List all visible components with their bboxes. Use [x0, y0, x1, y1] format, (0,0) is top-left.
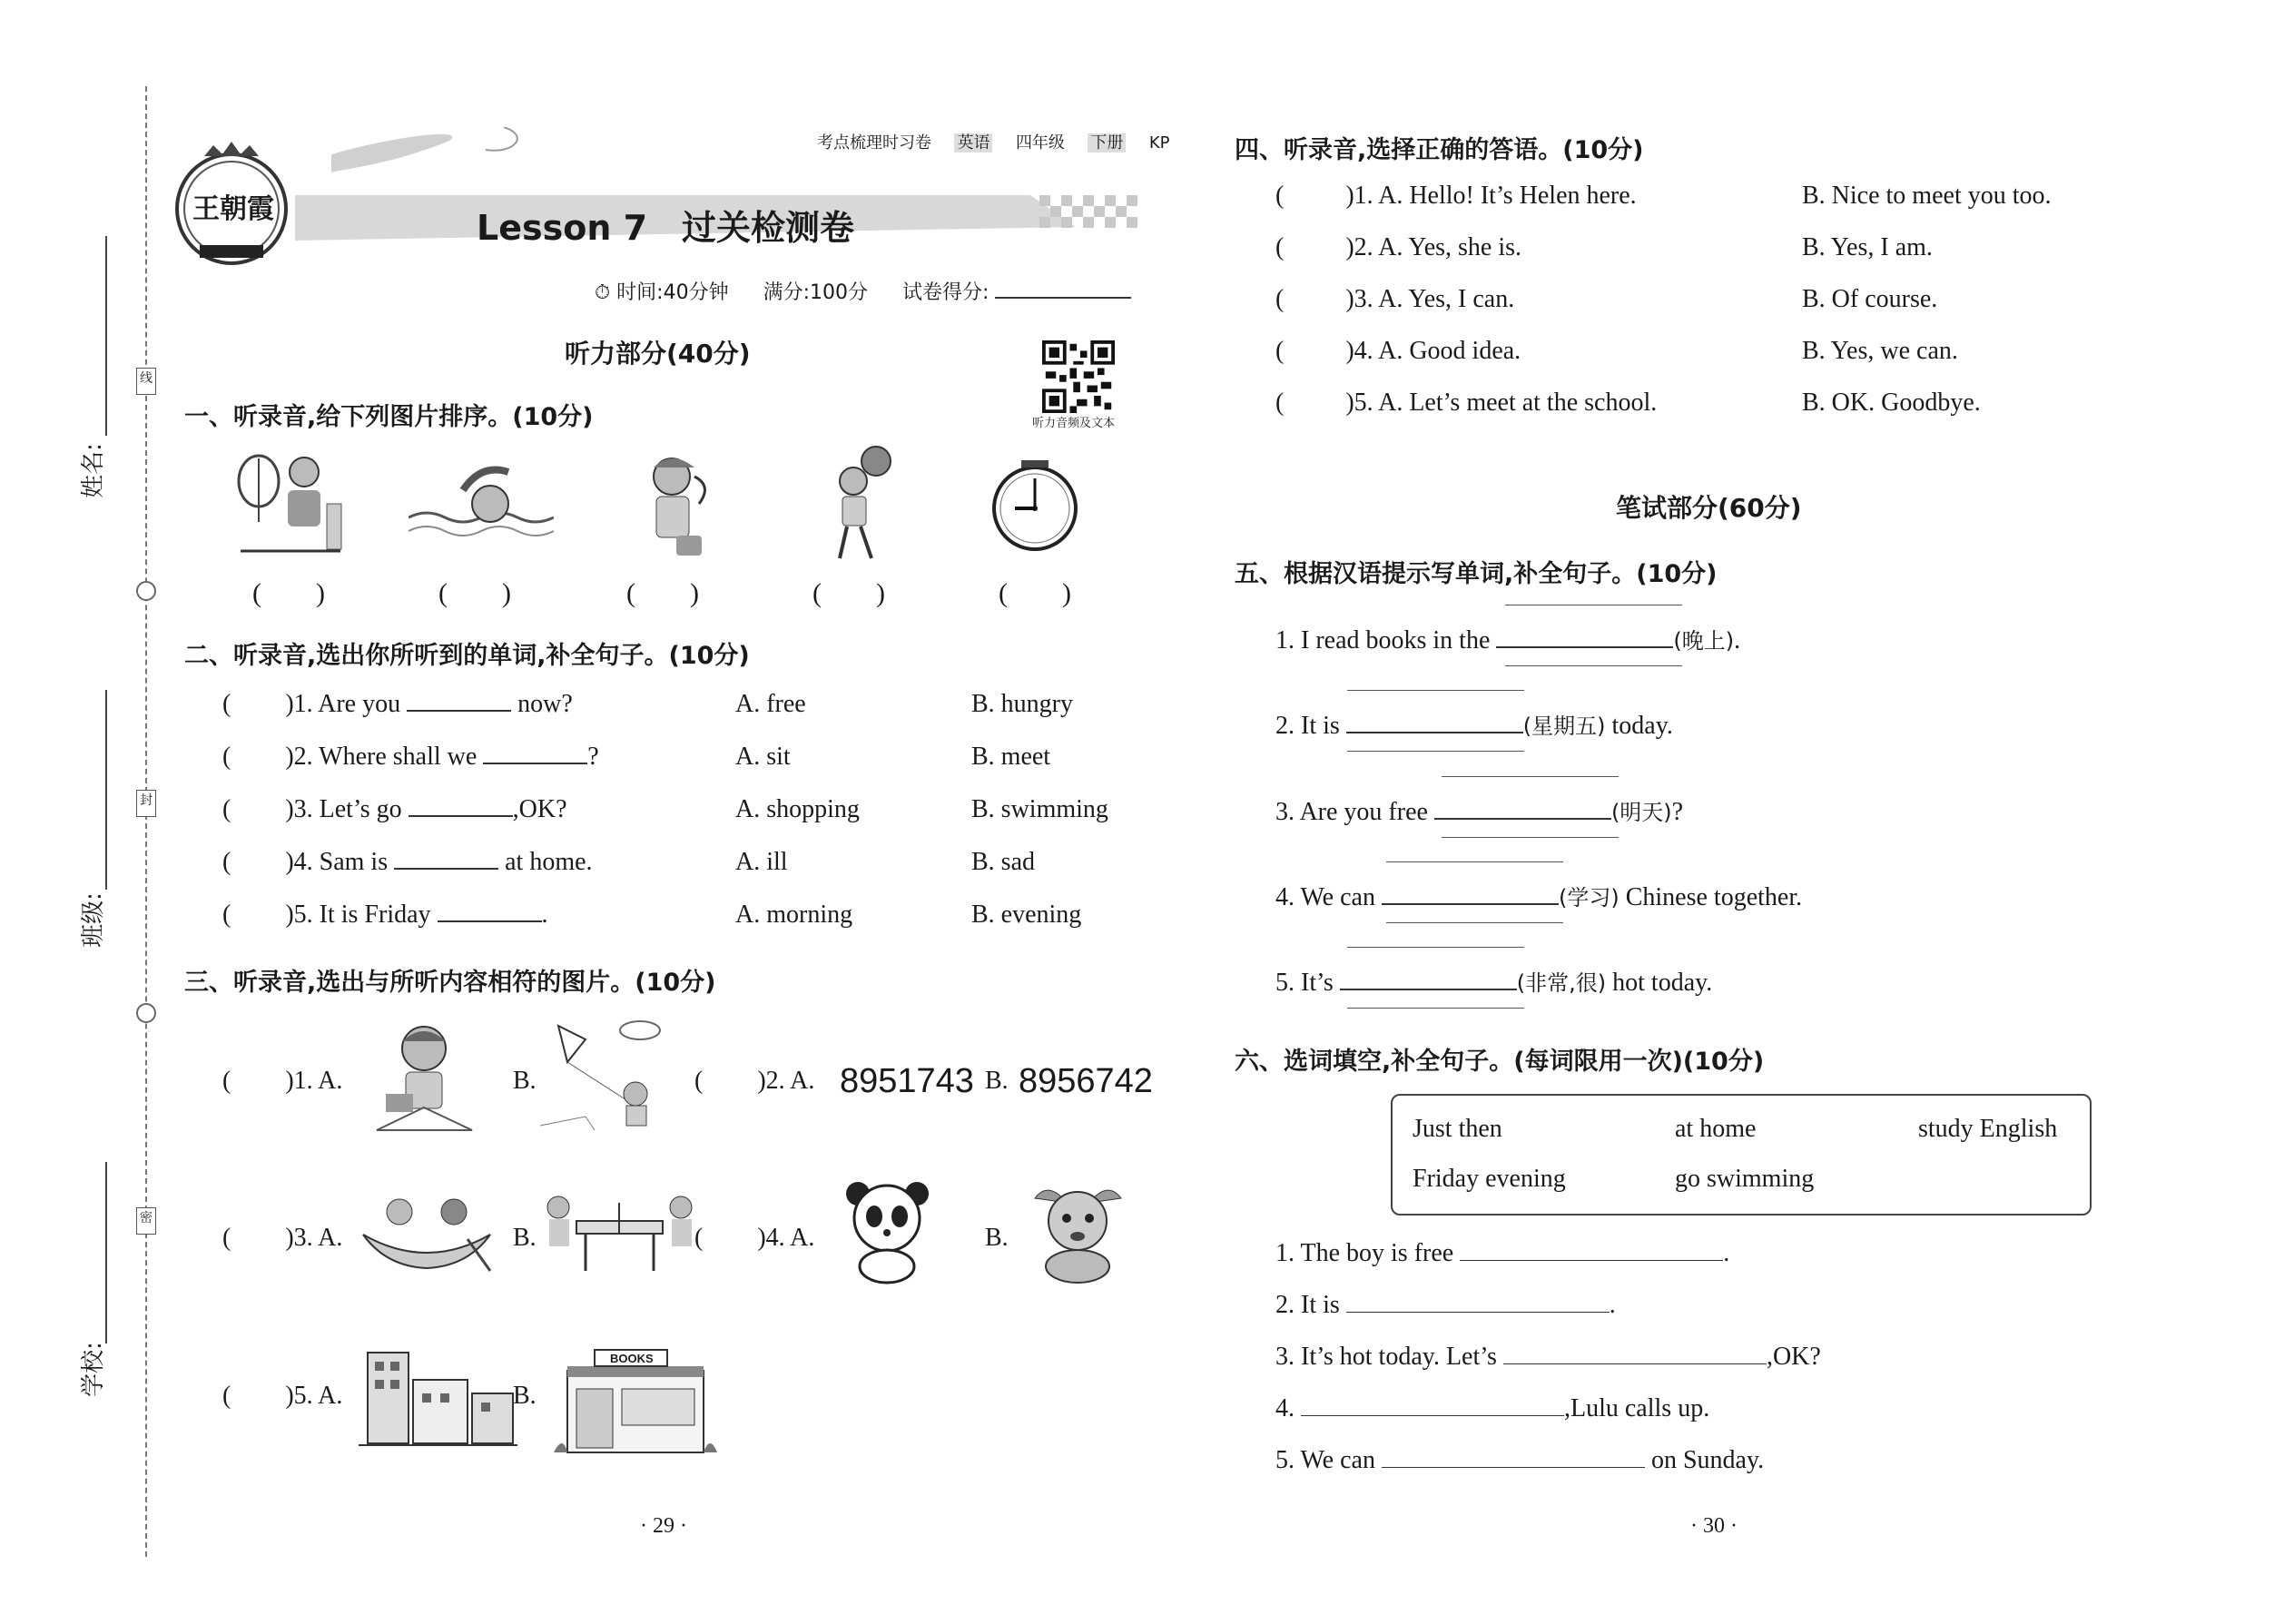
class-label: 班级: [79, 892, 107, 948]
s1-answer-4[interactable]: ( ) [812, 578, 885, 608]
s3-q2-number-b[interactable]: 8956742 [1019, 1062, 1153, 1100]
s3-q1-picture-b[interactable] [540, 1017, 667, 1139]
s6-question-5: 5. We can on Sunday. [1275, 1446, 1765, 1474]
section1-title: 一、听录音,给下列图片排序。(10分) [184, 403, 594, 431]
s5-question-4: 4. We can (学习) Chinese together. [1275, 883, 1803, 911]
s6-question-4: 4. ,Lulu calls up. [1275, 1394, 1710, 1422]
s4-question-1: ( )1. A. Hello! It’s Helen here. [1275, 182, 1637, 210]
word-bank-item: Friday evening [1413, 1165, 1566, 1193]
volume-label: 下册 [1088, 133, 1126, 153]
clock-icon: ⏱ [595, 281, 611, 304]
s6-question-1: 1. The boy is free . [1275, 1239, 1730, 1267]
writing-heading: 笔试部分(60分) [1616, 493, 1802, 523]
s6-question-3: 3. It’s hot today. Let’s ,OK? [1275, 1343, 1821, 1371]
name-answer-line [105, 236, 107, 436]
s5-question-2: 2. It is (星期五) today. [1275, 712, 1673, 740]
binding-hole-icon [136, 581, 156, 601]
s2-blank-3[interactable] [409, 795, 513, 817]
s5-guide-line-5b [1347, 1008, 1524, 1009]
word-bank-item: go swimming [1675, 1165, 1815, 1193]
s2-blank-1[interactable] [407, 690, 511, 712]
binding-dashed-line [145, 86, 147, 1557]
word-bank-item: at home [1675, 1115, 1757, 1143]
exam-info [595, 277, 1131, 305]
s1-answer-5[interactable]: ( ) [999, 578, 1071, 608]
grade-label: 四年级 [1015, 133, 1065, 153]
s5-blank-5[interactable] [1340, 969, 1517, 990]
s4-question-3: ( )3. A. Yes, I can. [1275, 285, 1515, 313]
time-label: 时间:40分钟 [616, 281, 729, 304]
s2-option-5b[interactable]: B. evening [971, 901, 1082, 929]
s5-guide-line-4 [1386, 861, 1563, 862]
s3-q3-label-b: B. [513, 1224, 537, 1252]
qr-caption: 听力音频及文本 [1032, 417, 1116, 430]
s2-blank-5[interactable] [438, 901, 542, 922]
s6-blank-3[interactable] [1503, 1343, 1767, 1364]
s3-question-3: ( )3. A. [222, 1224, 343, 1252]
s3-question-2: ( )2. A. [694, 1067, 815, 1095]
page-number-30: · 30 · [1690, 1514, 1738, 1538]
s1-answer-3[interactable]: ( ) [626, 578, 699, 608]
s3-q4-label-b: B. [985, 1224, 1009, 1252]
s5-guide-line-2 [1347, 690, 1524, 691]
score-label: 满分:100分 [763, 281, 868, 304]
s2-option-2b[interactable]: B. meet [971, 743, 1051, 771]
s2-question-5: ( )5. It is Friday . [222, 901, 548, 929]
s1-answer-1[interactable]: ( ) [252, 578, 325, 608]
listening-heading: 听力部分(40分) [565, 339, 751, 369]
series-label: 考点梳理时习卷 [817, 133, 931, 153]
s3-q3-picture-a[interactable] [359, 1185, 495, 1275]
s4-option-4b[interactable]: B. Yes, we can. [1802, 337, 1958, 365]
picture-girl-swimming [409, 454, 554, 554]
s5-blank-2[interactable] [1346, 712, 1523, 733]
s6-blank-4[interactable] [1301, 1395, 1564, 1416]
section6-title: 六、选词填空,补全句子。(每词限用一次)(10分) [1235, 1048, 1765, 1076]
s4-question-5: ( )5. A. Let’s meet at the school. [1275, 389, 1658, 417]
binding-mark-xian: 线 [136, 368, 156, 395]
s4-option-5b[interactable]: B. OK. Goodbye. [1802, 389, 1981, 417]
s5-question-3: 3. Are you free (明天)? [1275, 798, 1684, 826]
picture-boy-playing-ball [817, 445, 908, 567]
s3-q4-picture-b-dog[interactable] [1026, 1180, 1130, 1284]
name-label: 姓名: [79, 443, 107, 498]
s3-q4-picture-a-panda[interactable] [840, 1180, 935, 1284]
section4-title: 四、听录音,选择正确的答语。(10分) [1235, 136, 1644, 164]
s5-guide-line-3b [1442, 837, 1619, 838]
picture-clock [989, 458, 1080, 554]
binding-mark-feng: 封 [136, 790, 156, 817]
s2-question-1: ( )1. Are you now? [222, 690, 573, 718]
s3-q5-picture-a-school[interactable] [359, 1343, 517, 1452]
binding-hole-icon [136, 1003, 156, 1023]
publisher-label: KP [1148, 133, 1170, 153]
s2-option-3a[interactable]: A. shopping [735, 795, 860, 823]
s5-guide-line-3 [1442, 776, 1619, 777]
s2-option-4b[interactable]: B. sad [971, 848, 1035, 876]
s3-q5-label-b: B. [513, 1382, 537, 1410]
s2-option-2a[interactable]: A. sit [735, 743, 791, 771]
s5-guide-line-4b [1386, 922, 1563, 923]
s2-option-1b[interactable]: B. hungry [971, 690, 1073, 718]
section3-title: 三、听录音,选出与所听内容相符的图片。(10分) [184, 969, 716, 997]
s4-question-4: ( )4. A. Good idea. [1275, 337, 1521, 365]
s5-question-1: 1. I read books in the (晚上). [1275, 626, 1741, 655]
s5-question-5: 5. It’s (非常,很) hot today. [1275, 969, 1713, 997]
s2-question-2: ( )2. Where shall we ? [222, 743, 599, 771]
s3-question-5: ( )5. A. [222, 1382, 343, 1410]
qr-code[interactable] [1042, 340, 1115, 413]
binding-mark-mi: 密 [136, 1207, 156, 1235]
s3-q1-picture-a[interactable] [368, 1021, 481, 1135]
s3-q2-label-b: B. [985, 1067, 1009, 1095]
s6-question-2: 2. It is . [1275, 1291, 1616, 1319]
page-title: Lesson 7 过关检测卷 [477, 208, 855, 248]
s4-question-2: ( )2. A. Yes, she is. [1275, 233, 1522, 261]
logo-text: 王朝霞 [192, 193, 274, 225]
class-answer-line [105, 690, 107, 890]
s1-answer-2[interactable]: ( ) [438, 578, 511, 608]
s2-option-4a[interactable]: A. ill [735, 848, 788, 876]
school-answer-line [105, 1162, 107, 1343]
s4-option-3b[interactable]: B. Of course. [1802, 285, 1938, 313]
s4-option-1b[interactable]: B. Nice to meet you too. [1802, 182, 2052, 210]
s2-blank-2[interactable] [483, 743, 587, 764]
page-number-29: · 29 · [640, 1514, 687, 1538]
s3-question-1: ( )1. A. [222, 1067, 343, 1095]
s5-blank-3[interactable] [1434, 798, 1611, 820]
s5-guide-line-5 [1347, 947, 1524, 948]
subject-label: 英语 [954, 133, 992, 153]
s5-guide-line-2b [1347, 751, 1524, 752]
s2-option-5a[interactable]: A. morning [735, 901, 853, 929]
s2-option-3b[interactable]: B. swimming [971, 795, 1108, 823]
word-bank-item: study English [1918, 1115, 2058, 1143]
s6-blank-2[interactable] [1346, 1292, 1610, 1313]
s5-guide-line-1b [1505, 665, 1682, 666]
word-bank-box [1391, 1094, 2092, 1216]
s2-question-3: ( )3. Let’s go ,OK? [222, 795, 567, 823]
got-score-blank[interactable] [995, 281, 1131, 299]
section2-title: 二、听录音,选出你所听到的单词,补全句子。(10分) [184, 642, 750, 670]
school-label: 学校: [79, 1342, 107, 1397]
s2-option-1a[interactable]: A. free [735, 690, 806, 718]
s3-q2-number-a[interactable]: 8951743 [840, 1062, 974, 1100]
s3-q3-picture-b[interactable] [540, 1185, 699, 1275]
s6-blank-1[interactable] [1460, 1240, 1723, 1261]
s4-option-2b[interactable]: B. Yes, I am. [1802, 233, 1933, 261]
picture-boy-with-leaf [231, 449, 350, 558]
bookstore-sign-text: BOOKS [610, 1352, 654, 1365]
s5-blank-1[interactable] [1496, 626, 1673, 648]
picture-girl-on-phone [626, 449, 726, 567]
got-score-label: 试卷得分: [902, 281, 989, 304]
s6-blank-5[interactable] [1382, 1447, 1645, 1468]
word-bank-item: Just then [1413, 1115, 1502, 1143]
s5-blank-4[interactable] [1382, 883, 1559, 905]
s3-question-4: ( )4. A. [694, 1224, 815, 1252]
section5-title: 五、根据汉语提示写单词,补全句子。(10分) [1235, 560, 1718, 588]
s2-blank-4[interactable] [394, 848, 498, 870]
s2-question-4: ( )4. Sam is at home. [222, 848, 593, 876]
s3-q1-label-b: B. [513, 1067, 537, 1095]
